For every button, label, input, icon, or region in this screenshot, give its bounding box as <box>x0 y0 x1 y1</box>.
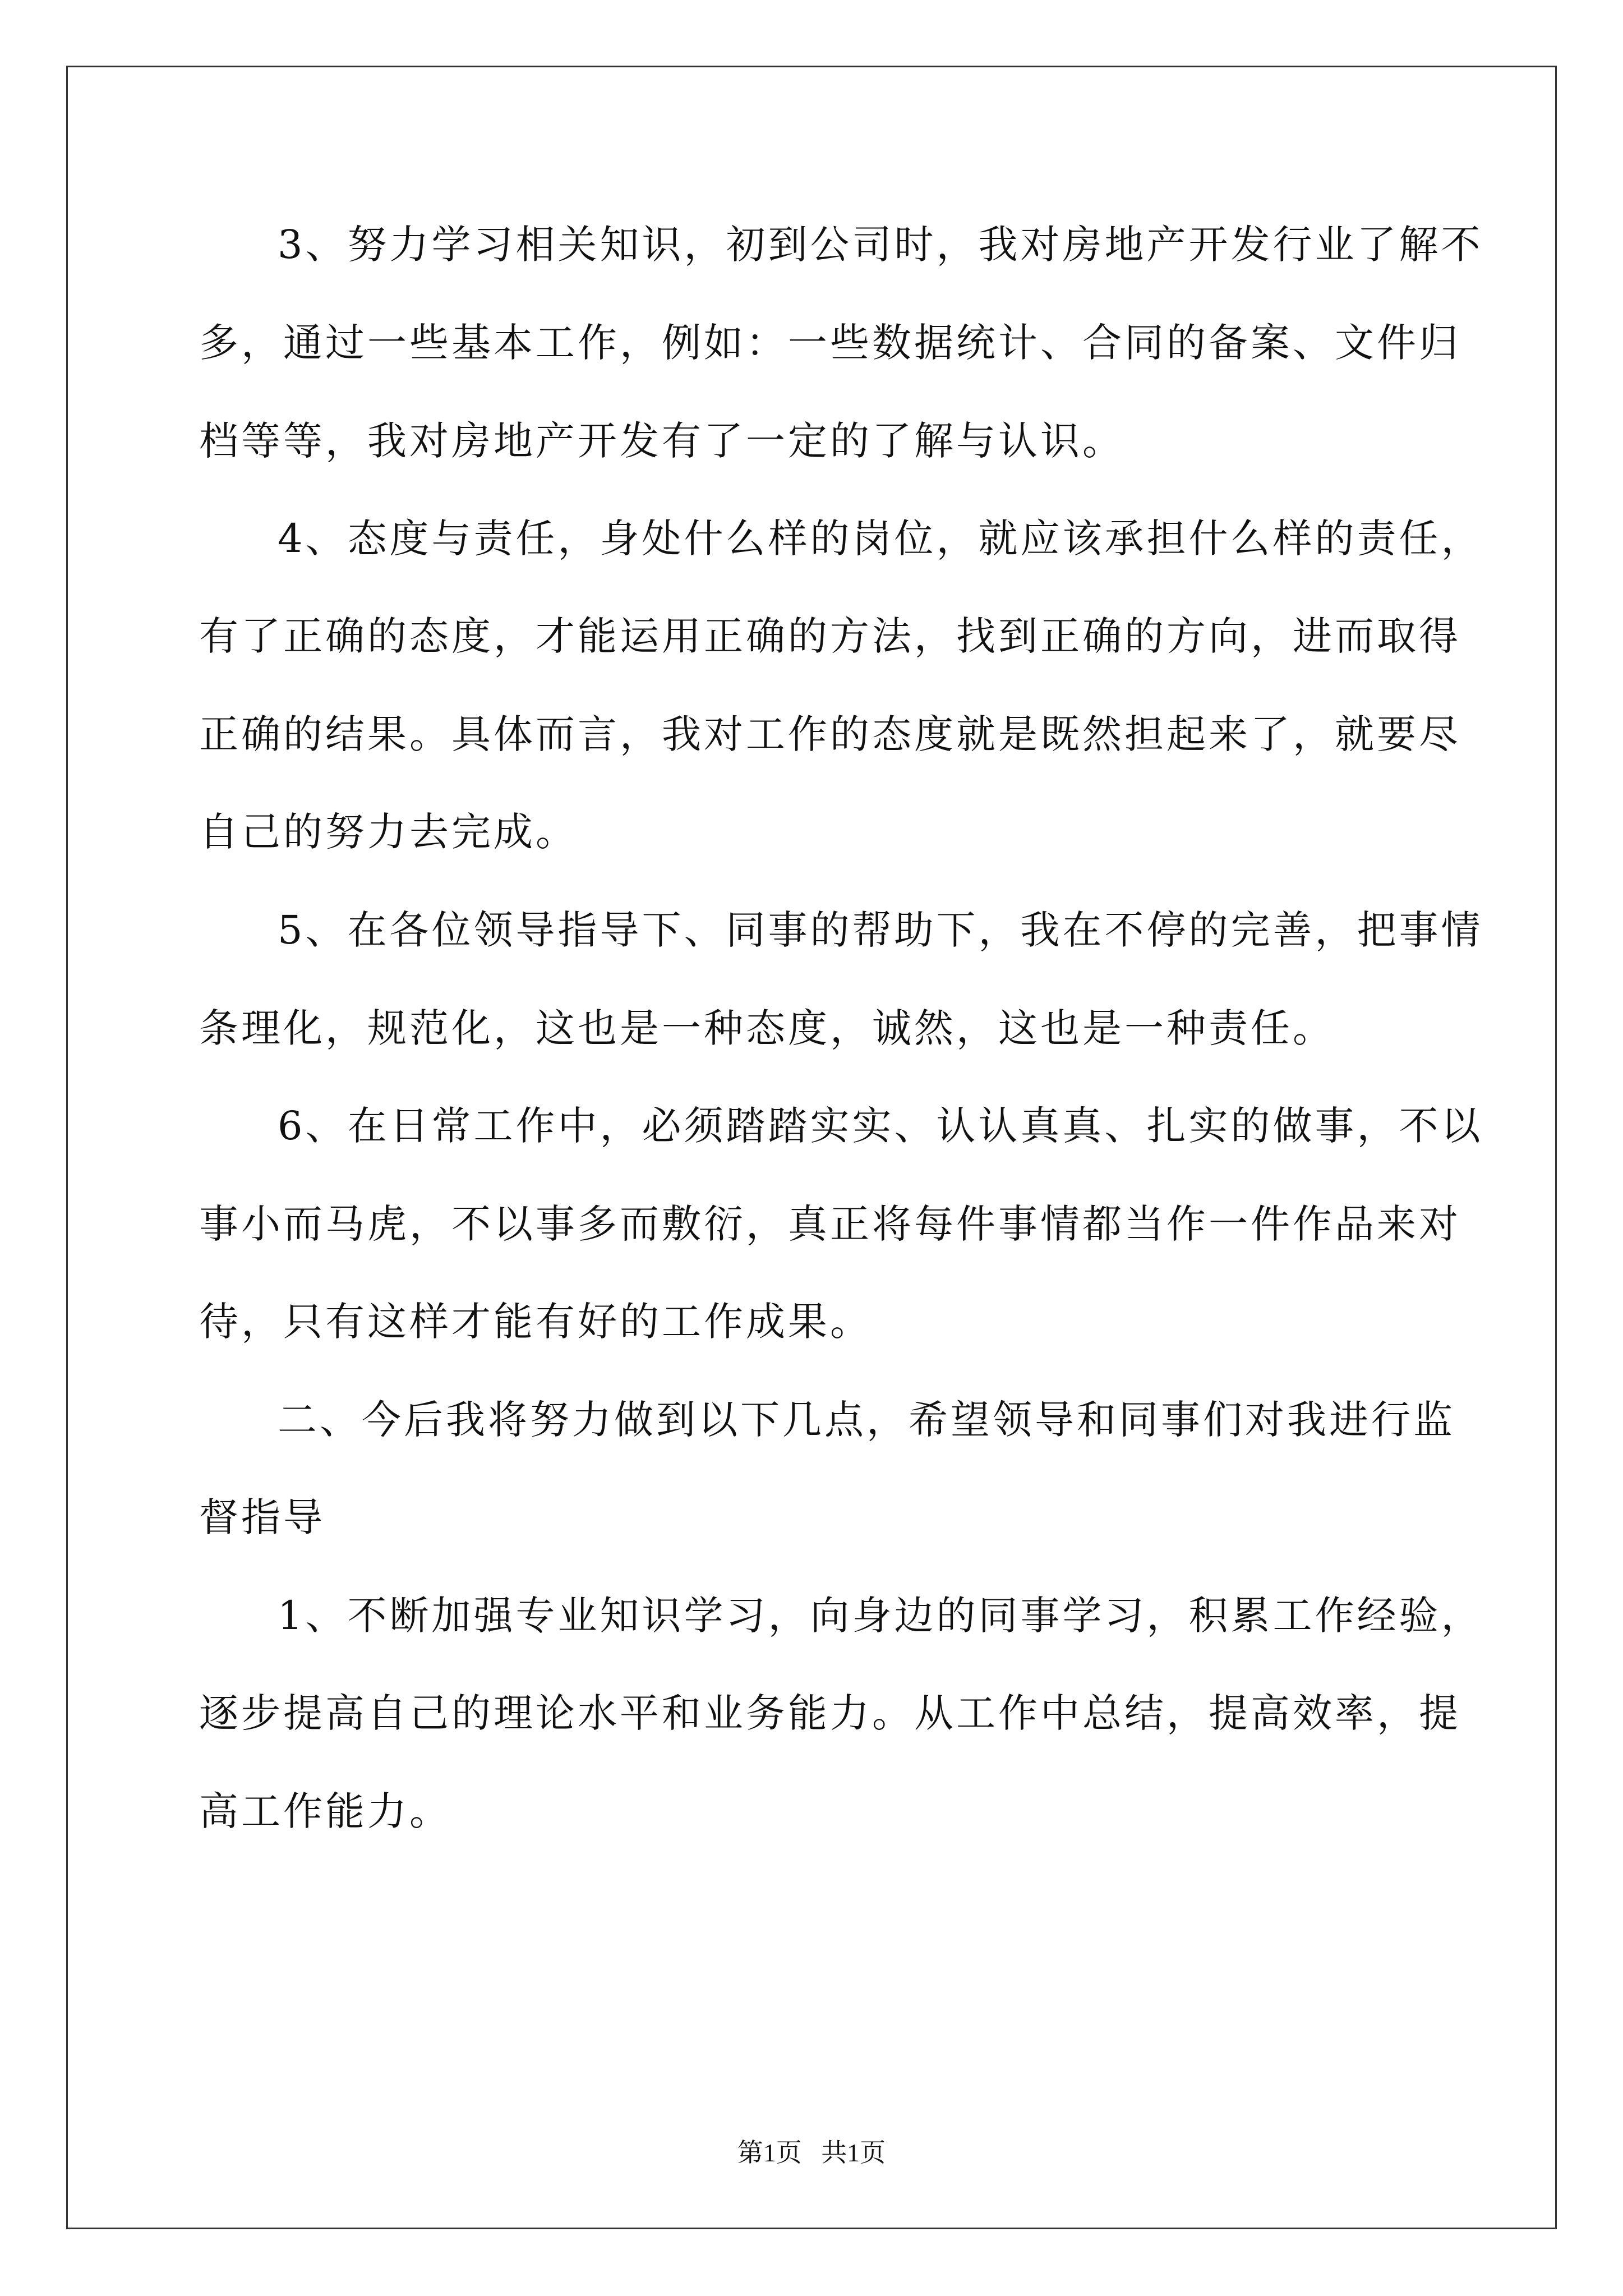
paragraph-line: 正确的结果。具体而言，我对工作的态度就是既然担起来了，就要尽 <box>199 711 1461 757</box>
paragraph-line: 5、在各位领导指导下、同事的帮助下，我在不停的完善，把事情 <box>278 907 1483 953</box>
paragraph-line: 督指导 <box>199 1494 325 1540</box>
paragraph-line: 二、今后我将努力做到以下几点，希望领导和同事们对我进行监 <box>278 1397 1455 1443</box>
paragraph-line: 4、态度与责任，身处什么样的岗位，就应该承担什么样的责任， <box>278 516 1483 562</box>
paragraph-line: 条理化，规范化，这也是一种态度，诚然，这也是一种责任。 <box>199 1005 1335 1051</box>
paragraph-line: 自己的努力去完成。 <box>199 809 578 855</box>
paragraph-line: 事小而马虎，不以事多而敷衍，真正将每件事情都当作一件作品来对 <box>199 1201 1461 1247</box>
paragraph-line: 逐步提高自己的理论水平和业务能力。从工作中总结，提高效率，提 <box>199 1690 1461 1736</box>
page-number-footer: 第1页 共1页 <box>737 2138 886 2167</box>
paragraph-line: 高工作能力。 <box>199 1788 451 1834</box>
paragraph-line: 多，通过一些基本工作，例如：一些数据统计、合同的备案、文件归 <box>199 320 1461 366</box>
paragraph-line: 6、在日常工作中，必须踏踏实实、认认真真、扎实的做事，不以 <box>278 1103 1483 1149</box>
paragraph-line: 1、不断加强专业知识学习，向身边的同事学习，积累工作经验， <box>278 1593 1483 1639</box>
paragraph-line: 档等等，我对房地产开发有了一定的了解与认识。 <box>199 418 1124 464</box>
paragraph-line: 待，只有这样才能有好的工作成果。 <box>199 1299 872 1345</box>
paragraph-line: 3、努力学习相关知识，初到公司时，我对房地产开发行业了解不 <box>278 222 1483 268</box>
paragraph-line: 有了正确的态度，才能运用正确的方法，找到正确的方向，进而取得 <box>199 613 1461 659</box>
